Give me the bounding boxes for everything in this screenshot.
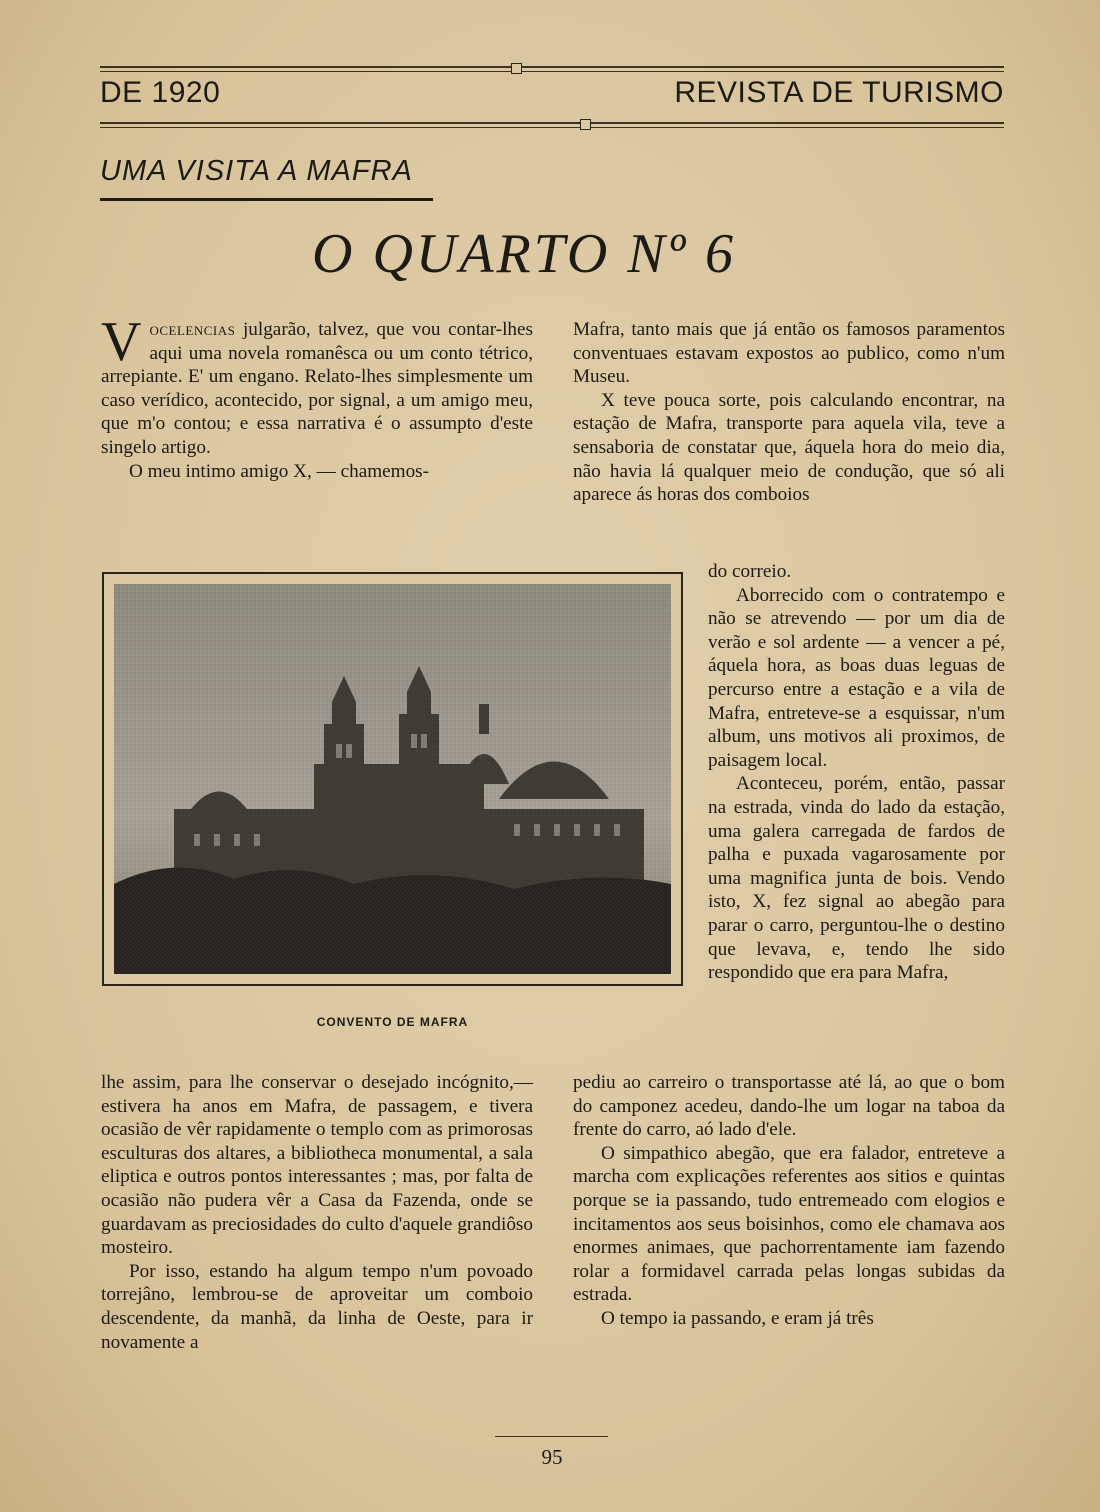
- article-title: O QUARTO Nº 6: [312, 223, 737, 285]
- paragraph-annoyed: Aborrecido com o contratempo e não se atrevendo — por um dia de verão e sol ardente — a vencer a pé, áquela hora, as boas duas leguas de percurso entre a estação e a vila de Mafra, entreteve-se a esquissar, n'um album, uns motivos ali proximos, de paisagem local.: [708, 584, 1005, 771]
- right-column-bottom: [573, 1071, 1005, 1331]
- section-title-underline: [100, 198, 433, 201]
- paragraph-bad-luck: X teve pouca sorte, pois calculando encontrar, na estação de Mafra, transporte para aquela vila, teve a sensaboria de constatar que, áquela hora do meio dia, não havia lá qualquer meio de condução, que só ali aparece ás horas dos comboios: [573, 389, 1005, 506]
- paragraph-friend: O meu intimo amigo X, — chamemos-: [129, 460, 430, 482]
- header-bottom-rule: [100, 122, 1004, 128]
- photo-caption: CONVENTO DE MAFRA: [316, 1015, 469, 1029]
- intro-text: julgarão, talvez, que vou contar-lhes aqui uma novela romanêsca ou um conto tétrico, arrepiante. E' um engano. Relato-lhes simplesmente um caso verídico, acontecido, por signal, a um amigo meu, que m'o contou; e essa narrativa é o assumpto d'este singelo artigo.: [101, 319, 533, 458]
- paragraph-time: O tempo ia passando, e eram já três: [601, 1307, 874, 1329]
- section-title: UMA VISITA A MAFRA: [100, 155, 413, 187]
- left-column-top: [101, 311, 533, 483]
- paragraph-mafra: Mafra, tanto mais que já então os famosos paramentos conventuaes estavam expostos ao publico, como n'um Museu.: [573, 319, 1005, 388]
- drop-cap: V: [101, 311, 142, 373]
- header-date: DE 1920: [100, 76, 221, 109]
- paragraph-incognito: lhe assim, para lhe conservar o desejado incógnito,—estivera ha anos em Mafra, de passagem, e tivera ocasião de vêr rapidamente o templo com as primorosas esculturas dos altares, a bibliotheca monumental, a sala eliptica e outros pontos interessantes ; mas, por falta de ocasião não pudera vêr a Casa da Fazenda, onde se guardavam as preciosidades do culto d'aquele grandiôso mosteiro.: [101, 1072, 533, 1259]
- paragraph-driver: O simpathico abegão, que era falador, entreteve a marcha com explicações referentes aos sitios e quintas porque se ia passando, tudo entremeado com elogios e incitamentos aos seus boisinhos, como ele chamava aos enormes animaes, que pachorrentamente iam fazendo rolar a formidavel carrada pelas longas subidas da estrada.: [573, 1142, 1005, 1306]
- paragraph-correio: do correio.: [708, 561, 792, 582]
- paragraph-ride: pediu ao carreiro o transportasse até lá, ao que o bom do camponez acedeu, dando-lhe um logar na taboa da frente do carro, aó lado d'ele.: [573, 1072, 1005, 1141]
- header-ornament-box-2: [580, 119, 591, 130]
- paragraph-wagon: Aconteceu, porém, então, passar na estrada, vinda do lado da estação, uma galera carregada de fardos de palha e puxada vagarosamente por uma magnifica junta de bois. Vendo isto, X, fez signal ao abegão para parar o carro, perguntou-lhe o destino que levava, e, tendo lhe sido respondido que era para Mafra,: [708, 773, 1005, 984]
- right-column-top: [573, 318, 1005, 507]
- left-column-bottom: [101, 1071, 533, 1354]
- intro-smallcaps: ocelencias: [149, 319, 236, 340]
- header-publication-title: REVISTA DE TURISMO: [674, 76, 1004, 109]
- page-number: 95: [541, 1445, 563, 1469]
- convent-photo-frame: [102, 572, 683, 986]
- footer-rule: [495, 1436, 608, 1437]
- header-ornament-box: [511, 63, 522, 74]
- paragraph-journey: Por isso, estando ha algum tempo n'um povoado torrejâno, lembrou-se de aproveitar um comboio descendente, da manhã, da linha de Oeste, para ir novamente a: [101, 1260, 533, 1353]
- right-column-narrow: [708, 560, 1005, 985]
- header-top-rule: [100, 66, 1004, 72]
- convent-photo: [114, 584, 671, 974]
- paragraph-intro: [101, 311, 533, 460]
